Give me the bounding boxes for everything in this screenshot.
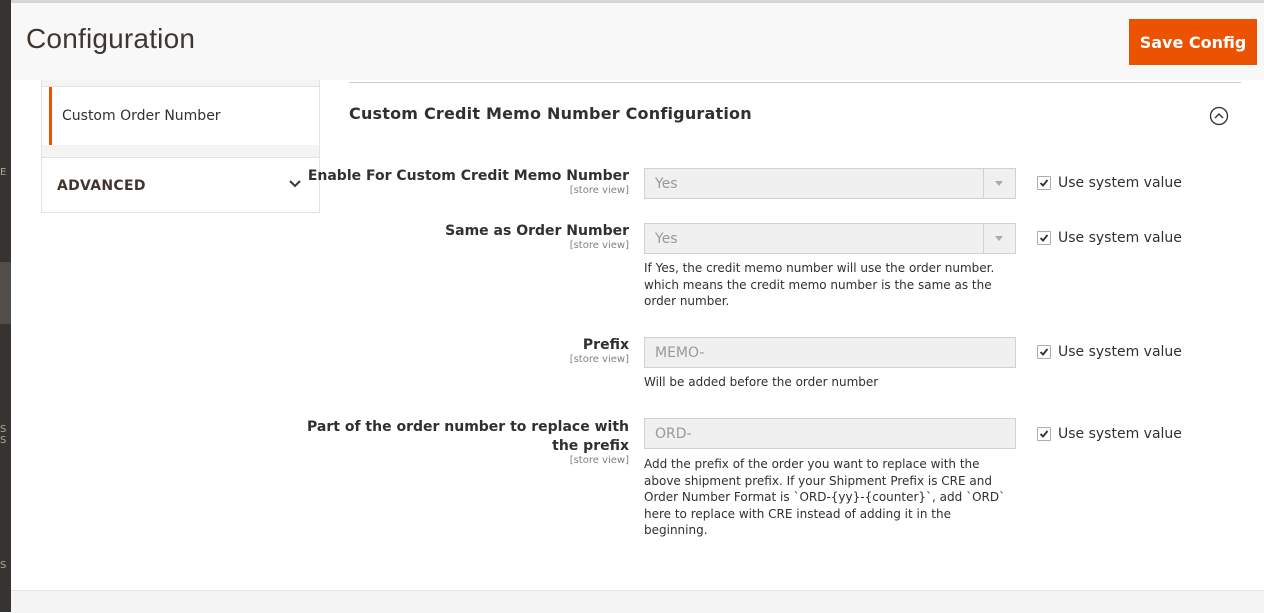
footer-bar: [11, 590, 1264, 613]
scope-label: [store view]: [569, 354, 629, 365]
use-system-label[interactable]: Use system value: [1058, 230, 1182, 246]
page-header: [11, 3, 1264, 80]
admin-menu-fragment: S: [0, 560, 7, 571]
section-title[interactable]: Custom Credit Memo Number Configuration: [349, 104, 752, 123]
same-as-order-label: Same as Order Number: [445, 223, 629, 239]
use-system-checkbox[interactable]: [1037, 427, 1051, 441]
checkmark-icon: [1039, 347, 1049, 357]
save-config-button[interactable]: Save Config: [1129, 19, 1257, 65]
checkmark-icon: [1039, 233, 1049, 243]
sidebar-section-advanced[interactable]: [41, 157, 320, 213]
page-title: Configuration: [26, 23, 196, 54]
use-system-label[interactable]: Use system value: [1058, 175, 1182, 191]
admin-menu-fragment: S: [0, 424, 7, 435]
sidebar-section-label: ADVANCED: [57, 178, 146, 194]
dropdown-arrow-icon: [995, 181, 1003, 186]
replace-part-input[interactable]: [644, 418, 1016, 449]
select-separator: [983, 169, 984, 198]
enable-credit-memo-label: Enable For Custom Credit Memo Number: [307, 168, 629, 184]
section-divider: [349, 82, 1241, 83]
admin-menu-active-item[interactable]: [0, 262, 11, 324]
scope-label: [store view]: [569, 185, 629, 196]
sidebar-previous-item: [41, 80, 320, 87]
same-as-order-select[interactable]: [644, 223, 1016, 254]
sidebar-gap: [41, 145, 320, 157]
active-indicator: [49, 87, 52, 145]
replace-part-label-line2: the prefix: [552, 438, 629, 454]
sidebar-item-label: Custom Order Number: [62, 108, 221, 124]
use-system-label[interactable]: Use system value: [1058, 344, 1182, 360]
admin-menu-strip: [0, 0, 11, 612]
replace-part-note: Add the prefix of the order you want to replace with the above shipment prefix. If your Shipment Prefix is CRE and Order Number Format is `ORD-{yy}-{counter}`, add `ORD` here to replace with CRE instead of adding it in the beginning.: [644, 457, 1006, 537]
admin-menu-fragment: S: [0, 435, 7, 446]
use-system-checkbox[interactable]: [1037, 231, 1051, 245]
select-separator: [983, 224, 984, 253]
enable-credit-memo-select[interactable]: [644, 168, 1016, 199]
same-as-order-note: If Yes, the credit memo number will use the order number. which means the credit memo number is the same as the order number.: [644, 261, 995, 308]
scope-label: [store view]: [569, 455, 629, 466]
admin-menu-fragment: E: [0, 167, 7, 178]
collapse-circle-icon[interactable]: [1209, 106, 1229, 126]
prefix-input[interactable]: [644, 337, 1016, 368]
scope-label: [store view]: [569, 240, 629, 251]
checkmark-icon: [1039, 178, 1049, 188]
prefix-note: Will be added before the order number: [644, 375, 879, 389]
chevron-down-icon: [287, 176, 303, 192]
replace-part-label-line1: Part of the order number to replace with: [307, 419, 629, 435]
sidebar-item-custom-order-number[interactable]: [41, 87, 320, 145]
use-system-checkbox[interactable]: [1037, 345, 1051, 359]
dropdown-arrow-icon: [995, 236, 1003, 241]
use-system-label[interactable]: Use system value: [1058, 426, 1182, 442]
select-value: Yes: [655, 231, 678, 247]
use-system-checkbox[interactable]: [1037, 176, 1051, 190]
checkmark-icon: [1039, 429, 1049, 439]
select-value: Yes: [655, 176, 678, 192]
prefix-label: Prefix: [582, 337, 629, 353]
